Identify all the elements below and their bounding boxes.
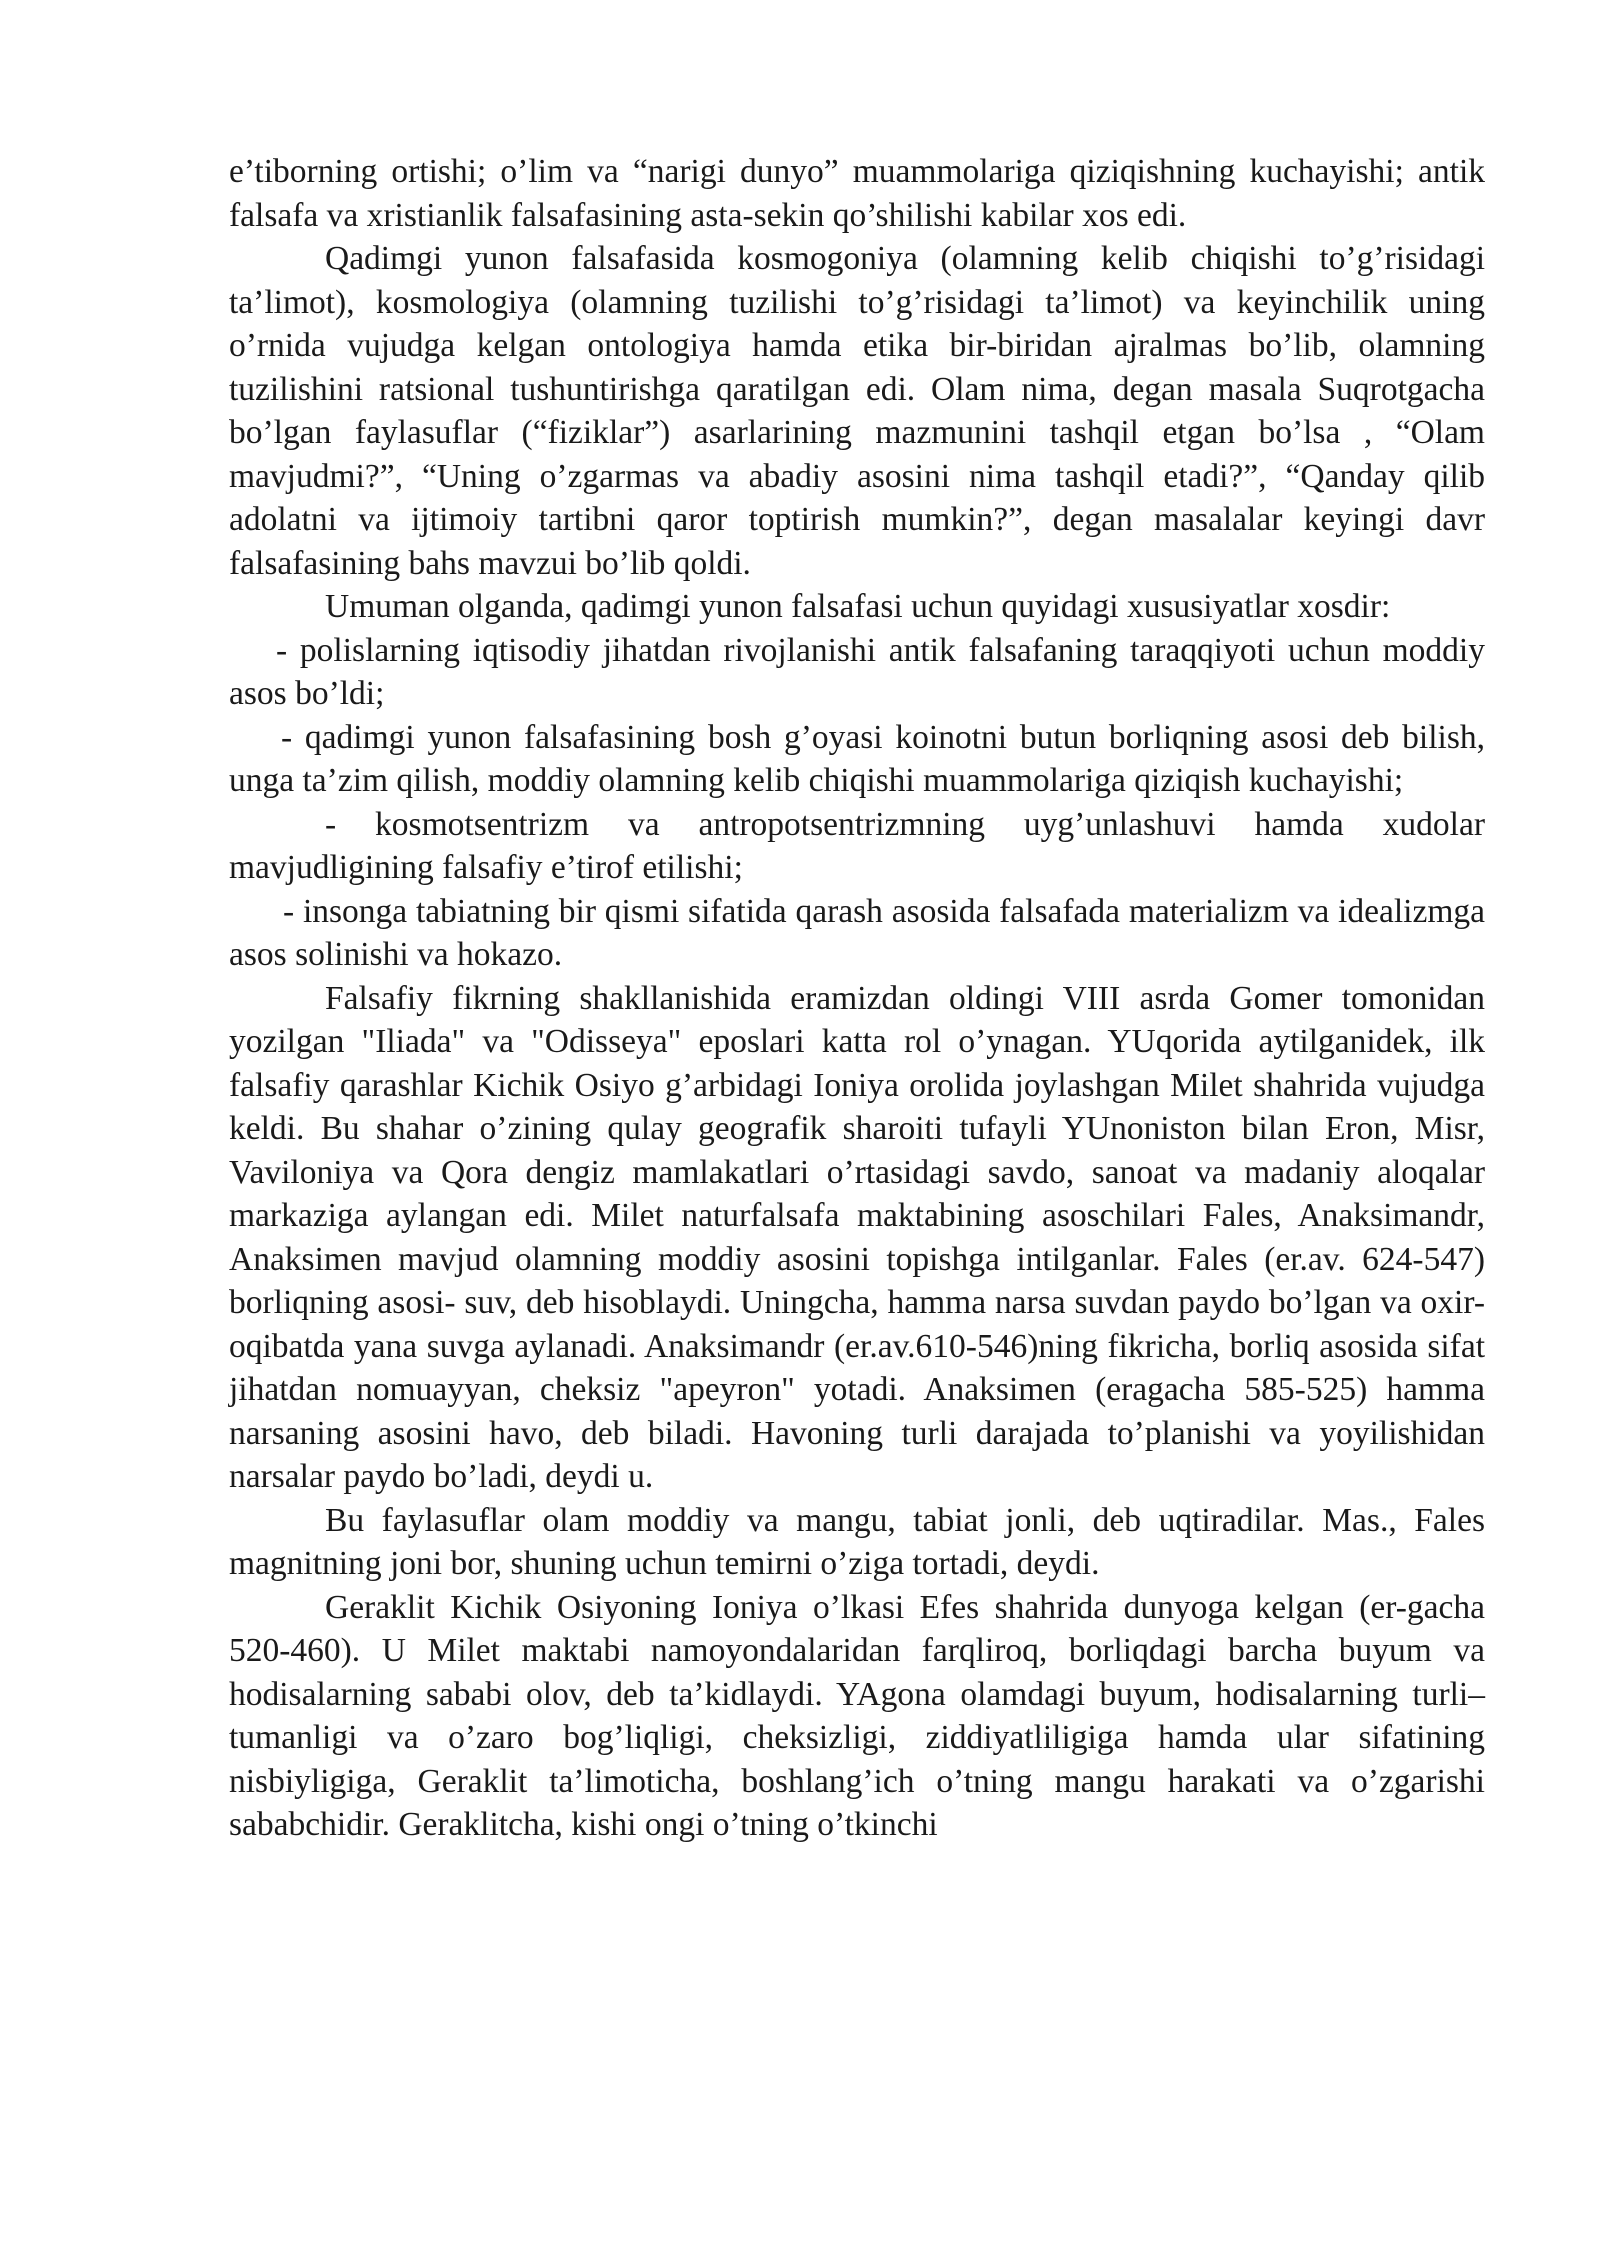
list-item-materialism: - insonga tabiatning bir qismi sifatida qarash asosida falsafada materializm va idealizmga asos solinishi va hokazo. — [229, 892, 1485, 973]
paragraph-hylozoism: Bu faylasuflar olam moddiy va mangu, tabiat jonli, deb uqtiradilar. Mas., Fales magnitning joni bor, shuning uchun temirni o’ziga tortadi, deydi. — [229, 1501, 1485, 1582]
list-item-cosmos: - qadimgi yunon falsafasining bosh g’oyasi koinotni butun borliqning asosi deb bilish, unga ta’zim qilish, moddiy olamning kelib chiqishi muammolariga qiziqish kuchayishi; — [229, 718, 1485, 799]
list-item-cosmocentrism: - kosmotsentrizm va antropotsentrizmning uyg’unlashuvi hamda xudolar mavjudligining falsafiy e’tirof etilishi; — [229, 805, 1485, 886]
paragraph-continuation: e’tiborning ortishi; o’lim va “narigi dunyo” muammolariga qiziqishning kuchayishi; antik falsafa va xristianlik falsafasining asta-sekin qo’shilishi kabilar xos edi. — [229, 153, 1485, 234]
paragraph-heraclitus: Geraklit Kichik Osiyoning Ioniya o’lkasi Efes shahrida dunyoga kelgan (er-gacha 520-460). U Milet maktabi namoyondalaridan farqliroq, borliqdagi barcha buyum va hodisalarning sababi olov, deb ta’kidlaydi. YAgona olamdagi buyum, hodisalarning turli–tumanligi va o’zaro bog’liqligi, cheksizligi, ziddiyatliligiga hamda ular sifatining nisbiyligiga, Geraklit ta’limoticha, boshlang’ich o’tning mangu harakati va o’zgarishi sababchidir. Geraklitcha, kishi ongi o’tning o’tkinchi — [229, 1588, 1485, 1843]
document-page — [229, 150, 1485, 1847]
paragraph-features-intro: Umuman olganda, qadimgi yunon falsafasi uchun quyidagi xususiyatlar xosdir: — [325, 588, 1391, 625]
list-item-polis: - polislarning iqtisodiy jihatdan rivojlanishi antik falsafaning taraqqiyoti uchun moddiy asos bo’ldi; — [229, 631, 1485, 712]
paragraph-cosmogony: Qadimgi yunon falsafasida kosmogoniya (olamning kelib chiqishi to’g’risidagi ta’limot), kosmologiya (olamning tuzilishi to’g’risidagi ta’limot) va keyinchilik uning o’rnida vujudga kelgan ontologiya hamda etika bir-biridan ajralmas bo’lib, olamning tuzilishini ratsional tushuntirishga qaratilgan edi. Olam nima, degan masala Suqrotgacha bo’lgan faylasuflar (“fiziklar”) asarlarining mazmunini tashqil etgan bo’lsa , “Olam mavjudmi?”, “Uning o’zgarmas va abadiy asosini nima tashqil etadi?”, “Qanday qilib adolatni va ijtimoiy tartibni qaror toptirish mumkin?”, degan masalalar keyingi davr falsafasining bahs mavzui bo’lib qoldi. — [229, 240, 1485, 582]
paragraph-milet-school: Falsafiy fikrning shakllanishida eramizdan oldingi VIII asrda Gomer tomonidan yozilgan "Iliada" va "Odisseya" eposlari katta rol o’ynagan. YUqorida aytilganidek, ilk falsafiy qarashlar Kichik Osiyo g’arbidagi Ioniya orolida joylashgan Milet shahrida vujudga keldi. Bu shahar o’zining qulay geografik sharoiti tufayli YUnoniston bilan Eron, Misr, Vaviloniya va Qora dengiz mamlakatlari o’rtasidagi savdo, sanoat va madaniy aloqalar markaziga aylangan edi. Milet naturfalsafa maktabining asoschilari Fales, Anaksimandr, Anaksimen mavjud olamning moddiy asosini topishga intilganlar. Fales (er.av. 624-547) borliqning asosi- suv, deb hisoblaydi. Uningcha, hamma narsa suvdan paydo bo’lgan va oxir-oqibatda yana suvga aylanadi. Anaksimandr (er.av.610-546)ning fikricha, borliq asosida sifat jihatdan nomuayyan, cheksiz "apeyron" yotadi. Anaksimen (eragacha 585-525) hamma narsaning asosini havo, deb biladi. Havoning turli darajada to’planishi va yoyilishidan narsalar paydo bo’ladi, deydi u. — [229, 979, 1485, 1495]
